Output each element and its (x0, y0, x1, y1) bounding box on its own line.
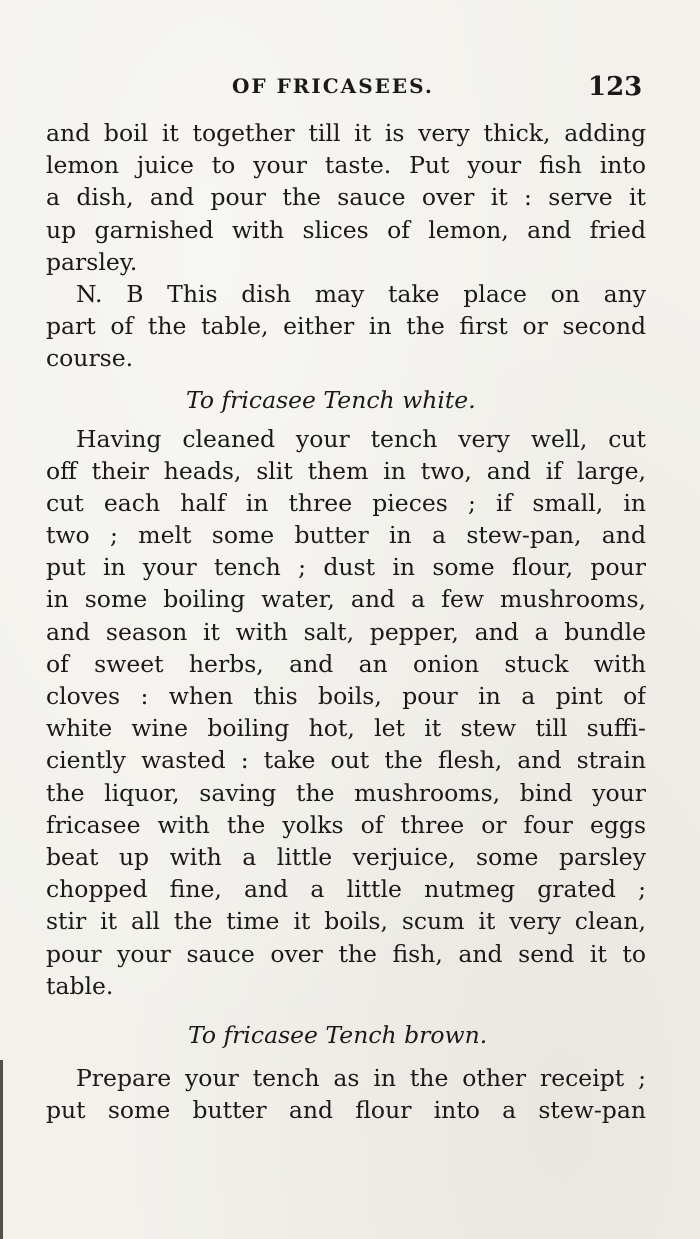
text-line: up garnished with slices of lemon, and fried (46, 215, 646, 244)
text-line: beat up with a little verjuice, some parsley (46, 842, 646, 871)
text-line: Prepare your tench as in the other receipt ; (76, 1063, 646, 1092)
text-line: Having cleaned your tench very well, cut (76, 424, 646, 453)
text-line: and boil it together till it is very thick, adding (46, 119, 646, 147)
page-header (0, 72, 700, 108)
text-line: stir it all the time it boils, scum it very clean, (46, 907, 646, 936)
text-line: in some boiling water, and a few mushrooms, (46, 585, 646, 614)
text-line: the liquor, saving the mushrooms, bind your (46, 778, 646, 807)
page-number: 123 (588, 72, 643, 102)
text-line: table. (46, 971, 114, 1000)
recipe-heading: To fricasee Tench brown. (188, 1020, 488, 1049)
paragraph-continuation (46, 117, 646, 278)
text-line: white wine boiling hot, let it stew till suffi- (46, 714, 646, 743)
recipe-tench-white (46, 379, 646, 1002)
text-line: course. (46, 344, 134, 373)
text-line: lemon juice to your taste. Put your fish into (46, 151, 646, 180)
text-line: off their heads, slit them in two, and if large, (46, 456, 646, 485)
text-line: a dish, and pour the sauce over it : serve it (46, 183, 646, 212)
running-head: OF FRICASEES. (232, 74, 434, 98)
text-line: two ; melt some butter in a stew-pan, and (46, 521, 646, 550)
text-line: cut each half in three pieces ; if small, in (46, 488, 646, 517)
nota-bene-paragraph (46, 278, 646, 375)
text-line: cloves : when this boils, pour in a pint of (46, 682, 646, 710)
page-body (46, 117, 646, 1126)
text-line: pour your sauce over the fish, and send it to (46, 939, 646, 968)
text-line: put in your tench ; dust in some flour, pour (46, 553, 646, 582)
text-line: parsley. (46, 247, 138, 276)
recipe-tench-brown (46, 1014, 646, 1126)
text-line: of sweet herbs, and an onion stuck with (46, 649, 646, 678)
text-line: put some butter and flour into a stew-pan (46, 1096, 646, 1125)
text-line: N. B This dish may take place on any (76, 279, 646, 308)
text-line: ciently wasted : take out the flesh, and strain (46, 746, 646, 775)
text-line: part of the table, either in the first or second (46, 312, 646, 341)
text-line: and season it with salt, pepper, and a bundle (46, 617, 646, 646)
recipe-heading: To fricasee Tench white. (186, 385, 476, 414)
page-edge-shadow (0, 1060, 3, 1239)
text-line: fricasee with the yolks of three or four eggs (46, 810, 646, 839)
text-line: chopped fine, and a little nutmeg grated ; (46, 875, 646, 904)
